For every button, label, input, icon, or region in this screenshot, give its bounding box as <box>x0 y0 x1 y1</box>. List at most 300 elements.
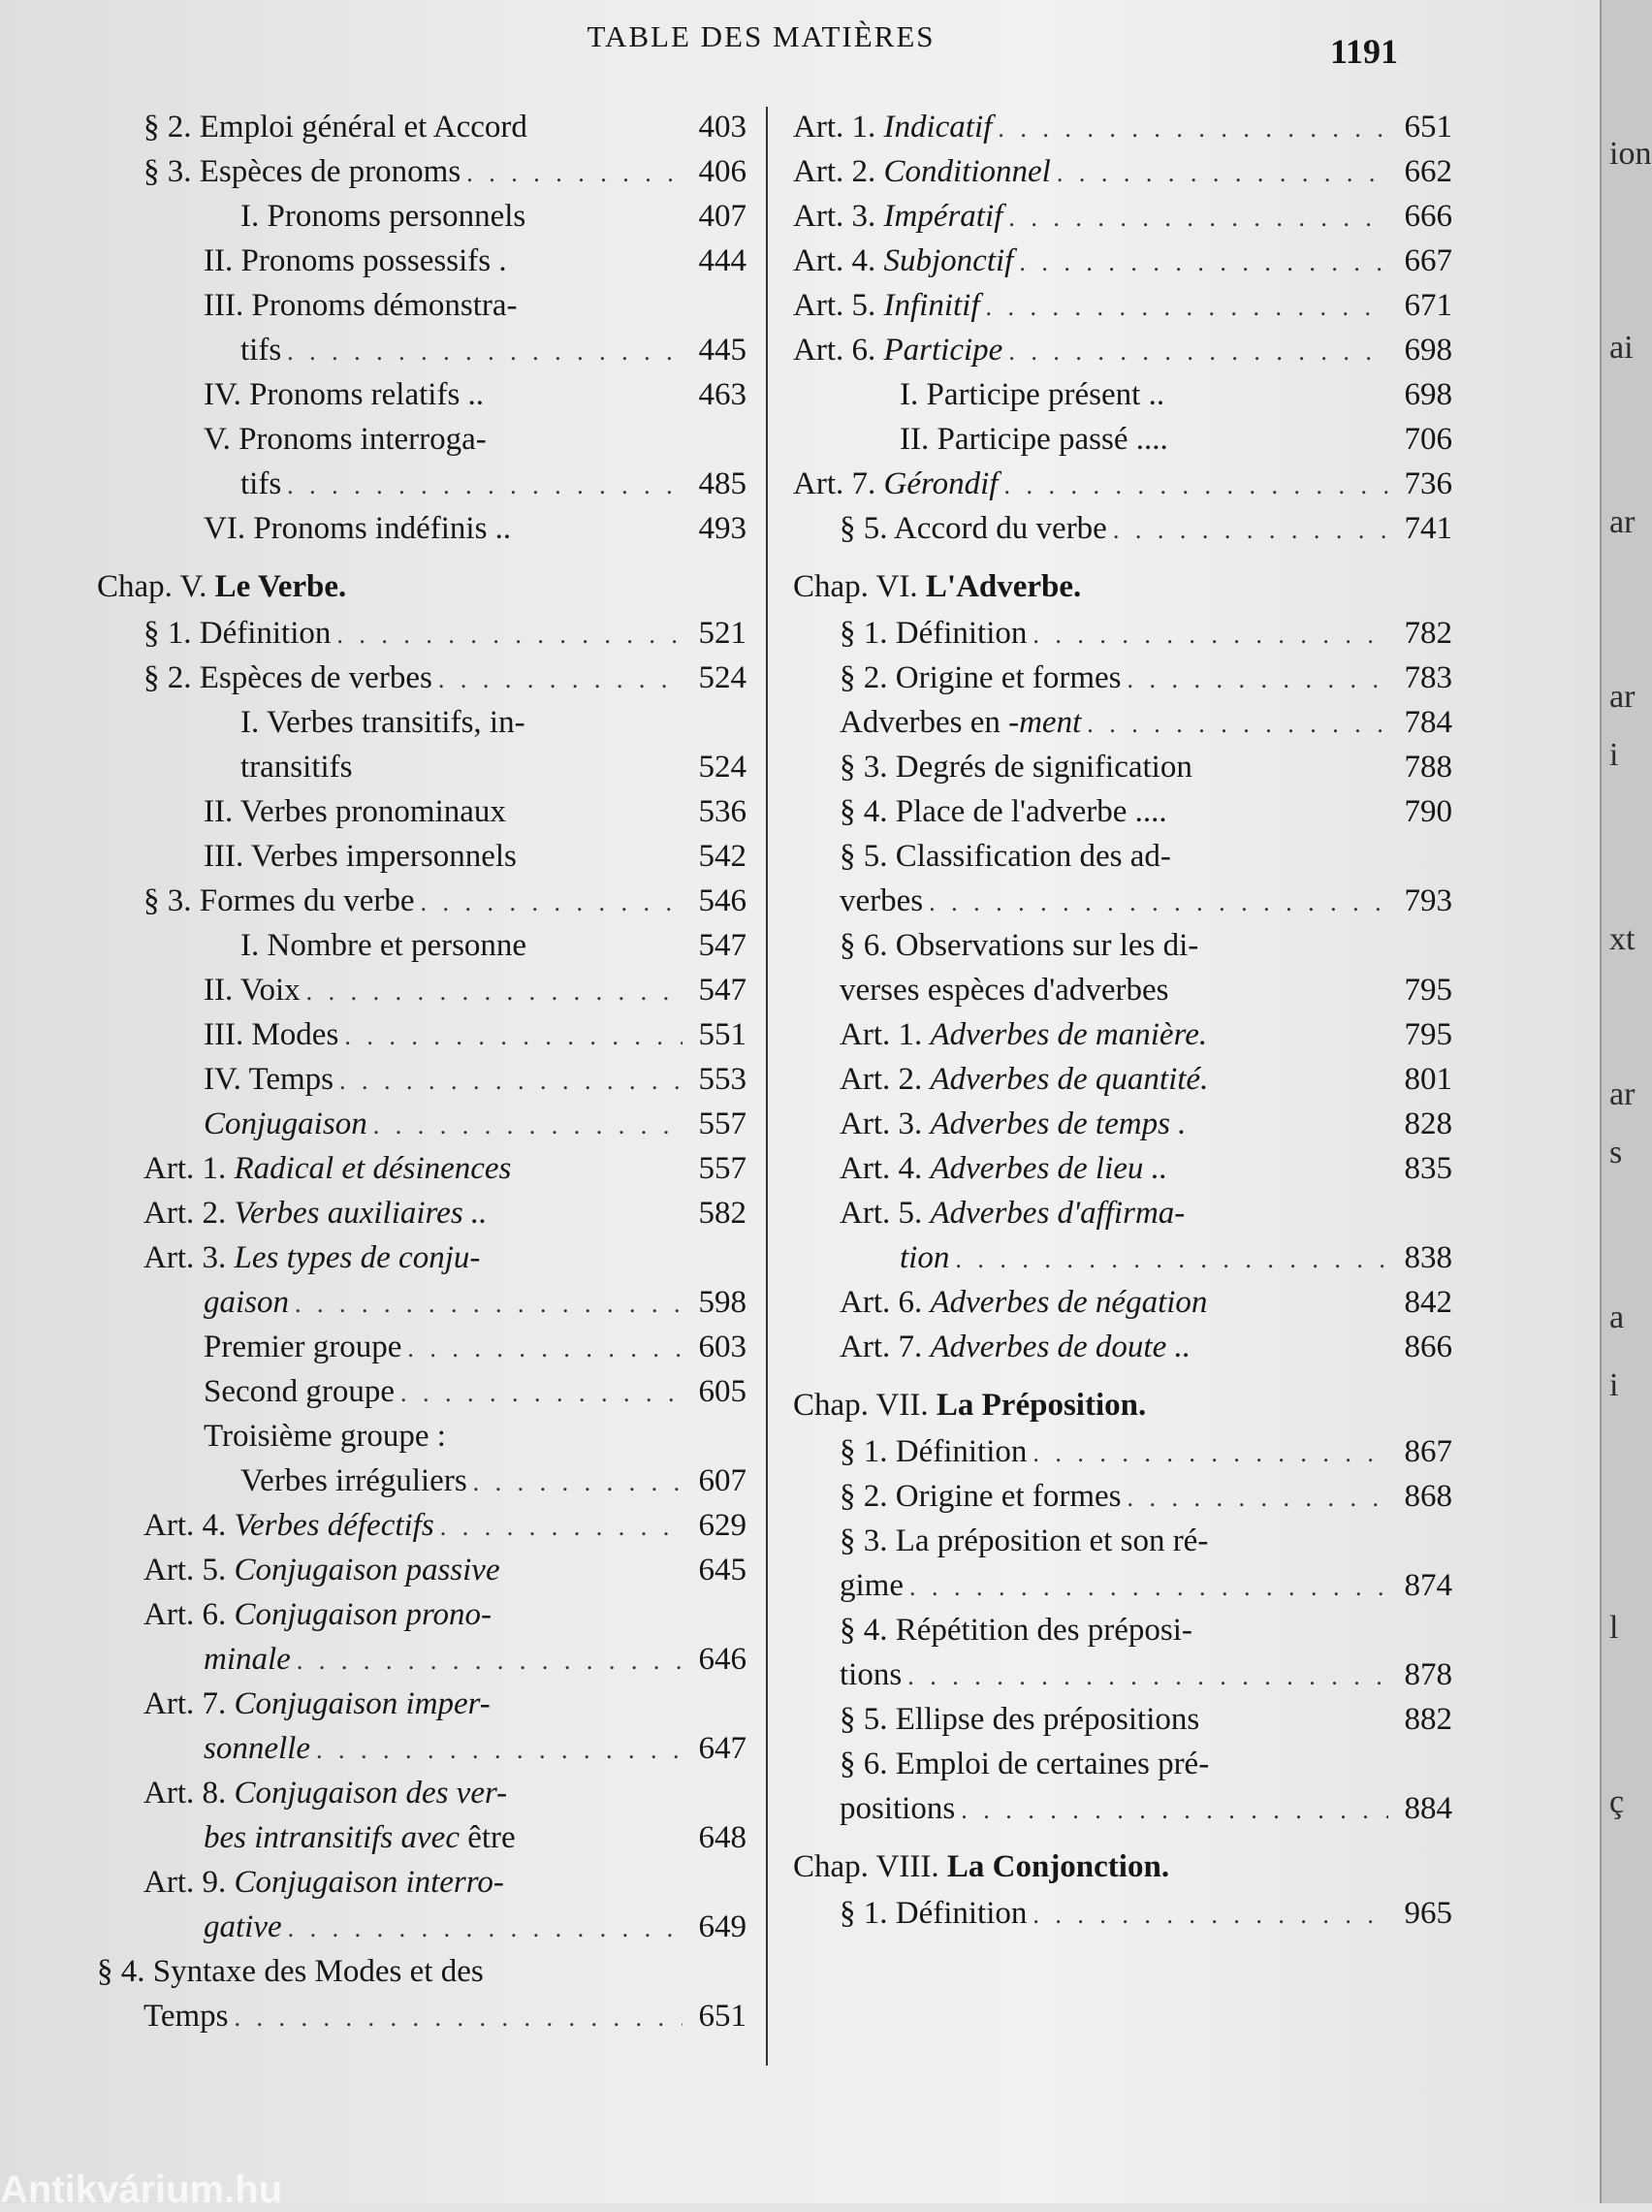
entry-title <box>240 1459 467 1503</box>
toc-entry <box>97 105 747 149</box>
dot-leader <box>306 970 683 1014</box>
entry-title <box>204 283 518 328</box>
page-ref: 868 <box>1404 1479 1452 1514</box>
entry-title <box>204 1102 367 1146</box>
entry-label: Premier groupe <box>204 1330 402 1364</box>
dot-leader <box>955 1237 1388 1282</box>
entry-italic-title: Gérondif <box>883 466 999 501</box>
edge-text-fragment: ar <box>1609 504 1636 540</box>
entry-italic-title: Impératif <box>883 199 1003 234</box>
page-ref: 546 <box>698 883 747 918</box>
entry-title <box>204 1637 291 1682</box>
entry-title <box>840 1608 1192 1652</box>
page-ref: 521 <box>698 616 747 651</box>
dot-leader <box>1128 1476 1388 1521</box>
toc-entry <box>97 1592 747 1637</box>
toc-chapter-heading <box>793 564 1452 609</box>
entry-title <box>204 1815 516 1860</box>
entry-italic-title: Conjugaison passive <box>234 1553 500 1587</box>
entry-italic-title: sonnelle <box>204 1731 310 1766</box>
toc-entry <box>793 1742 1452 1786</box>
toc-right-column <box>793 105 1452 1936</box>
toc-entry <box>97 462 747 506</box>
toc-entry <box>793 506 1452 551</box>
entry-italic-title: -ment <box>1008 705 1082 740</box>
chapter-title: L'Adverbe. <box>925 569 1082 604</box>
entry-italic-title: Les types de conju- <box>234 1240 481 1275</box>
edge-text-fragment: xt <box>1609 921 1636 957</box>
dot-leader <box>929 881 1388 925</box>
toc-entry <box>793 1191 1452 1235</box>
edge-text-fragment: i <box>1609 1367 1619 1403</box>
toc-entry <box>793 656 1452 700</box>
toc-entry <box>793 745 1452 789</box>
dot-leader <box>336 613 683 657</box>
toc-entry <box>97 1994 747 2038</box>
toc-entry <box>793 283 1452 328</box>
toc-entry <box>793 239 1452 283</box>
adjacent-page-edge <box>1600 0 1652 2203</box>
entry-label: I. Participe présent .. <box>900 377 1165 412</box>
page-ref: 407 <box>698 199 747 234</box>
toc-entry <box>97 1815 747 1860</box>
entry-label: Art. 2. <box>143 1196 227 1231</box>
dot-leader <box>1113 508 1388 553</box>
entry-label: Art. 5. <box>143 1553 227 1587</box>
entry-label: II. Participe passé .... <box>900 422 1168 457</box>
toc-entry <box>97 1503 747 1548</box>
page-ref: 666 <box>1404 199 1452 234</box>
dot-leader <box>1032 1431 1388 1476</box>
entry-label: § 1. Définition <box>840 616 1028 651</box>
dot-leader <box>1128 657 1388 702</box>
toc-entry <box>793 1235 1452 1280</box>
page-ref: 536 <box>698 794 747 829</box>
page-ref: 582 <box>698 1196 747 1231</box>
entry-label: § 2. Origine et formes <box>840 660 1122 695</box>
entry-title <box>900 417 1168 462</box>
entry-label: IV. Temps <box>204 1062 334 1097</box>
toc-entry <box>793 1146 1452 1191</box>
entry-italic-title: Radical et désinences <box>234 1151 512 1186</box>
page-ref: 651 <box>698 1999 747 2034</box>
entry-label: III. Modes <box>204 1017 339 1052</box>
toc-entry <box>97 1414 747 1459</box>
entry-italic-title: Verbes auxiliaires .. <box>234 1196 488 1231</box>
entry-title <box>793 462 998 506</box>
toc-chapter-heading <box>793 1383 1452 1427</box>
entry-label: Art. 1. <box>840 1017 923 1052</box>
dot-leader <box>288 1907 683 1951</box>
entry-label: Art. 3. <box>793 199 876 234</box>
toc-entry <box>97 1191 747 1235</box>
entry-title <box>840 1474 1122 1519</box>
entry-title <box>143 1548 500 1592</box>
entry-italic-title: Conditionnel <box>883 154 1051 189</box>
toc-entry <box>793 328 1452 372</box>
toc-entry <box>97 1459 747 1503</box>
dot-leader <box>1008 196 1388 240</box>
dot-leader <box>287 330 683 374</box>
entry-label: Art. 1. <box>143 1151 227 1186</box>
toc-entry <box>793 1786 1452 1831</box>
entry-label: positions <box>840 1791 956 1826</box>
entry-italic-title: Indicatif <box>883 110 993 144</box>
dot-leader <box>907 1654 1388 1699</box>
entry-title <box>143 879 415 923</box>
entry-label: IV. Pronoms relatifs .. <box>204 377 485 412</box>
page-ref: 551 <box>698 1017 747 1052</box>
toc-entry <box>97 1057 747 1102</box>
entry-label: Chap. VI. <box>793 569 918 604</box>
toc-entry <box>97 1771 747 1815</box>
entry-title <box>840 1280 1207 1325</box>
entry-label: Art. 5. <box>840 1196 923 1231</box>
entry-title <box>840 1429 1027 1474</box>
toc-entry <box>97 1369 747 1414</box>
entry-label: tifs <box>240 333 282 368</box>
entry-italic-title: Adverbes de négation <box>930 1285 1208 1320</box>
entry-italic-title: tion <box>900 1240 950 1275</box>
dot-leader <box>986 285 1389 330</box>
entry-label: III. Pronoms démonstra- <box>204 288 518 323</box>
entry-title <box>240 745 352 789</box>
edge-text-fragment: ion <box>1609 136 1652 172</box>
page-ref: 698 <box>1404 377 1452 412</box>
entry-label: Second groupe <box>204 1374 396 1409</box>
page-ref: 838 <box>1404 1240 1452 1275</box>
entry-label: § 2. Origine et formes <box>840 1479 1122 1514</box>
entry-label: II. Pronoms possessifs . <box>204 243 507 278</box>
toc-entry <box>97 1726 747 1771</box>
entry-label: Art. 4. <box>840 1151 923 1186</box>
entry-title <box>793 1844 1169 1889</box>
page-ref: 553 <box>698 1062 747 1097</box>
page-ref: 647 <box>698 1731 747 1766</box>
entry-italic-title: minale <box>204 1642 291 1677</box>
page-ref: 671 <box>1404 288 1452 323</box>
entry-label: Chap. V. <box>97 569 207 604</box>
page-ref: 867 <box>1404 1434 1452 1469</box>
entry-italic-title: Conjugaison des ver- <box>234 1776 508 1811</box>
dot-leader <box>373 1104 683 1148</box>
entry-title <box>143 1682 491 1726</box>
entry-label: Art. 4. <box>793 243 876 278</box>
toc-entry <box>793 834 1452 879</box>
dot-leader <box>998 107 1388 151</box>
toc-entry <box>793 968 1452 1012</box>
page-ref: 795 <box>1404 973 1452 1008</box>
page-ref: 651 <box>1404 110 1452 144</box>
dot-leader <box>287 464 683 508</box>
toc-entry <box>97 239 747 283</box>
entry-label: § 1. Définition <box>143 616 332 651</box>
toc-entry <box>97 1860 747 1905</box>
entry-title <box>793 283 980 328</box>
entry-title <box>143 611 331 656</box>
watermark: Antikvárium.hu <box>0 2168 283 2211</box>
entry-title <box>840 1742 1209 1786</box>
entry-label: § 1. Définition <box>840 1434 1028 1469</box>
page-ref: 878 <box>1404 1657 1452 1692</box>
entry-title <box>97 1949 484 1994</box>
running-head: TABLE DES MATIÈRES <box>587 19 936 53</box>
entry-label: Art. 2. <box>793 154 876 189</box>
entry-label: § 4. Place de l'adverbe .... <box>840 794 1167 829</box>
entry-label: § 6. Emploi de certaines pré- <box>840 1747 1210 1781</box>
entry-label: Temps <box>143 1999 229 2034</box>
entry-title <box>840 1012 1207 1057</box>
entry-label: Art. 7. <box>840 1330 923 1364</box>
entry-title <box>840 1191 1185 1235</box>
entry-label: transitifs <box>240 750 353 785</box>
page-ref: 788 <box>1404 750 1452 785</box>
entry-title <box>240 462 281 506</box>
dot-leader <box>1003 464 1388 508</box>
toc-entry <box>97 1012 747 1057</box>
entry-title <box>204 1369 395 1414</box>
entry-italic-title: Conjugaison <box>204 1106 367 1141</box>
dot-leader <box>1019 240 1388 285</box>
page-ref: 662 <box>1404 154 1452 189</box>
dot-leader <box>909 1565 1388 1610</box>
page-ref: 463 <box>698 377 747 412</box>
entry-label: II. Voix <box>204 973 301 1008</box>
page-ref: 698 <box>1404 333 1452 368</box>
toc-entry <box>97 372 747 417</box>
toc-entry <box>97 328 747 372</box>
page-ref: 793 <box>1404 883 1452 918</box>
entry-label: I. Verbes transitifs, in- <box>240 705 525 740</box>
entry-title <box>143 656 432 700</box>
entry-title <box>840 656 1122 700</box>
page-ref: 547 <box>698 928 747 963</box>
dot-leader <box>440 1505 683 1550</box>
entry-title <box>840 1563 904 1608</box>
entry-label: I. Nombre et personne <box>240 928 527 963</box>
entry-title <box>793 105 992 149</box>
page-ref: 445 <box>698 333 747 368</box>
entry-title <box>204 1280 289 1325</box>
entry-label: Chap. VIII. <box>793 1849 939 1884</box>
toc-entry <box>97 1682 747 1726</box>
page-ref: 648 <box>698 1820 747 1855</box>
entry-italic-title: Adverbes d'affirma- <box>930 1196 1186 1231</box>
toc-entry <box>793 1280 1452 1325</box>
toc-entry <box>97 879 747 923</box>
toc-entry <box>793 417 1452 462</box>
toc-entry <box>793 1012 1452 1057</box>
toc-entry <box>97 1637 747 1682</box>
entry-label: Art. 3. <box>840 1106 923 1141</box>
entry-label: § 3. Formes du verbe <box>143 883 415 918</box>
entry-label: tifs <box>240 466 282 501</box>
toc-entry <box>793 789 1452 834</box>
entry-title <box>240 923 526 968</box>
edge-text-fragment: ai <box>1609 330 1634 366</box>
entry-italic-title: Conjugaison prono- <box>234 1597 492 1632</box>
entry-title <box>204 417 487 462</box>
entry-label: Art. 6. <box>840 1285 923 1320</box>
entry-title <box>840 611 1027 656</box>
toc-entry <box>97 656 747 700</box>
page-ref: 605 <box>698 1374 747 1409</box>
entry-title <box>204 1057 334 1102</box>
toc-entry <box>793 1325 1452 1369</box>
entry-title <box>840 1786 955 1831</box>
toc-entry <box>793 1652 1452 1697</box>
entry-title <box>840 700 1081 745</box>
entry-label: Art. 5. <box>793 288 876 323</box>
toc-chapter-heading <box>97 564 747 609</box>
entry-title <box>204 1905 282 1949</box>
toc-entry <box>97 1905 747 1949</box>
toc-entry <box>97 417 747 462</box>
entry-title <box>143 1994 229 2038</box>
toc-entry <box>97 1949 747 1994</box>
entry-label: § 2. Espèces de verbes <box>143 660 432 695</box>
edge-text-fragment: ar <box>1609 679 1636 715</box>
entry-title <box>840 1891 1027 1936</box>
page-ref: 874 <box>1404 1568 1452 1603</box>
toc-entry <box>793 105 1452 149</box>
toc-entry <box>793 1697 1452 1742</box>
toc-entry <box>97 1235 747 1280</box>
entry-title <box>204 239 507 283</box>
entry-title <box>840 1697 1199 1742</box>
entry-title <box>840 789 1167 834</box>
page-ref: 493 <box>698 511 747 546</box>
entry-label: § 5. Classification des ad- <box>840 839 1171 874</box>
toc-entry <box>793 372 1452 417</box>
entry-italic-title: Adverbes de doute .. <box>930 1330 1191 1364</box>
page-ref: 629 <box>698 1508 747 1543</box>
edge-text-fragment: ar <box>1609 1076 1636 1112</box>
toc-entry <box>97 745 747 789</box>
entry-title <box>204 1012 338 1057</box>
entry-label: Art. 6. <box>143 1597 227 1632</box>
dot-leader <box>438 657 683 702</box>
entry-title <box>143 105 527 149</box>
dot-leader <box>235 1996 683 2040</box>
page-number: 1191 <box>1330 32 1399 71</box>
column-divider <box>766 107 768 2066</box>
entry-title <box>793 194 1002 239</box>
entry-label: § 4. Syntaxe des Modes et des <box>97 1954 484 1989</box>
toc-entry <box>793 1608 1452 1652</box>
entry-italic-title: Conjugaison imper- <box>234 1686 491 1721</box>
entry-title <box>143 1503 434 1548</box>
page-ref: 741 <box>1404 511 1452 546</box>
page-ref: 784 <box>1404 705 1452 740</box>
dot-leader <box>407 1327 683 1371</box>
page-ref: 866 <box>1404 1330 1452 1364</box>
entry-label: verbes <box>840 883 924 918</box>
entry-italic-title: gative <box>204 1909 282 1944</box>
dot-leader <box>1032 1893 1388 1938</box>
entry-italic-title: Adverbes de temps . <box>930 1106 1187 1141</box>
entry-italic-title: Conjugaison interro- <box>234 1865 504 1900</box>
entry-label: tions <box>840 1657 903 1692</box>
entry-label: Art. 6. <box>793 333 876 368</box>
entry-title <box>900 1235 949 1280</box>
entry-italic-title: Adverbes de manière. <box>930 1017 1208 1052</box>
page-ref: 736 <box>1404 466 1452 501</box>
page-ref: 706 <box>1404 422 1452 457</box>
edge-text-fragment: l <box>1609 1610 1619 1646</box>
entry-label: Art. 4. <box>143 1508 227 1543</box>
entry-title <box>840 1146 1167 1191</box>
entry-title <box>840 923 1198 968</box>
entry-title <box>204 789 506 834</box>
entry-italic-title: Adverbes de lieu .. <box>930 1151 1168 1186</box>
entry-title <box>143 1592 492 1637</box>
entry-label: I. Pronoms personnels <box>240 199 526 234</box>
entry-label: Art. 7. <box>793 466 876 501</box>
entry-title <box>840 968 1168 1012</box>
page-ref: 646 <box>698 1642 747 1677</box>
entry-italic-title: Subjonctif <box>883 243 1014 278</box>
page-ref: 444 <box>698 243 747 278</box>
entry-title <box>143 149 461 194</box>
page-ref: 557 <box>698 1151 747 1186</box>
page-ref: 406 <box>698 154 747 189</box>
page-ref: 603 <box>698 1330 747 1364</box>
entry-title <box>204 506 511 551</box>
entry-title <box>793 564 1081 609</box>
toc-entry <box>793 1102 1452 1146</box>
entry-label: Art. 1. <box>793 110 876 144</box>
entry-title <box>840 834 1171 879</box>
entry-label: § 3. Espèces de pronoms <box>143 154 461 189</box>
entry-label: § 3. La préposition et son ré- <box>840 1523 1209 1558</box>
entry-title <box>793 1383 1146 1427</box>
dot-leader <box>421 881 683 925</box>
page-ref: 598 <box>698 1285 747 1320</box>
entry-label: VI. Pronoms indéfinis .. <box>204 511 512 546</box>
dot-leader <box>1057 151 1388 196</box>
entry-label: III. Verbes impersonnels <box>204 839 517 874</box>
entry-title <box>143 1771 507 1815</box>
entry-label: Chap. VII. <box>793 1388 929 1423</box>
entry-label: Art. 8. <box>143 1776 227 1811</box>
toc-entry <box>97 1548 747 1592</box>
toc-entry <box>793 923 1452 968</box>
toc-entry <box>793 700 1452 745</box>
page-ref: 607 <box>698 1463 747 1498</box>
entry-label: gime <box>840 1568 904 1603</box>
toc-entry <box>97 1280 747 1325</box>
toc-entry <box>793 1474 1452 1519</box>
entry-title <box>204 1726 310 1771</box>
entry-title <box>840 1325 1191 1369</box>
entry-italic-title: Verbes défectifs <box>234 1508 434 1543</box>
page-ref: 828 <box>1404 1106 1452 1141</box>
page-ref: 524 <box>698 750 747 785</box>
toc-entry <box>97 1146 747 1191</box>
edge-text-fragment: i <box>1609 737 1619 773</box>
page-ref: 842 <box>1404 1285 1452 1320</box>
toc-left-column <box>97 105 747 2038</box>
entry-label: § 3. Degrés de signification <box>840 750 1192 785</box>
entry-title <box>793 239 1013 283</box>
chapter-title: Le Verbe. <box>214 569 347 604</box>
entry-label: Art. 3. <box>143 1240 227 1275</box>
entry-title <box>793 328 1002 372</box>
entry-label: § 2. Emploi général et Accord <box>143 110 527 144</box>
entry-italic-title: Infinitif <box>883 288 980 323</box>
entry-label: II. Verbes pronominaux <box>204 794 506 829</box>
